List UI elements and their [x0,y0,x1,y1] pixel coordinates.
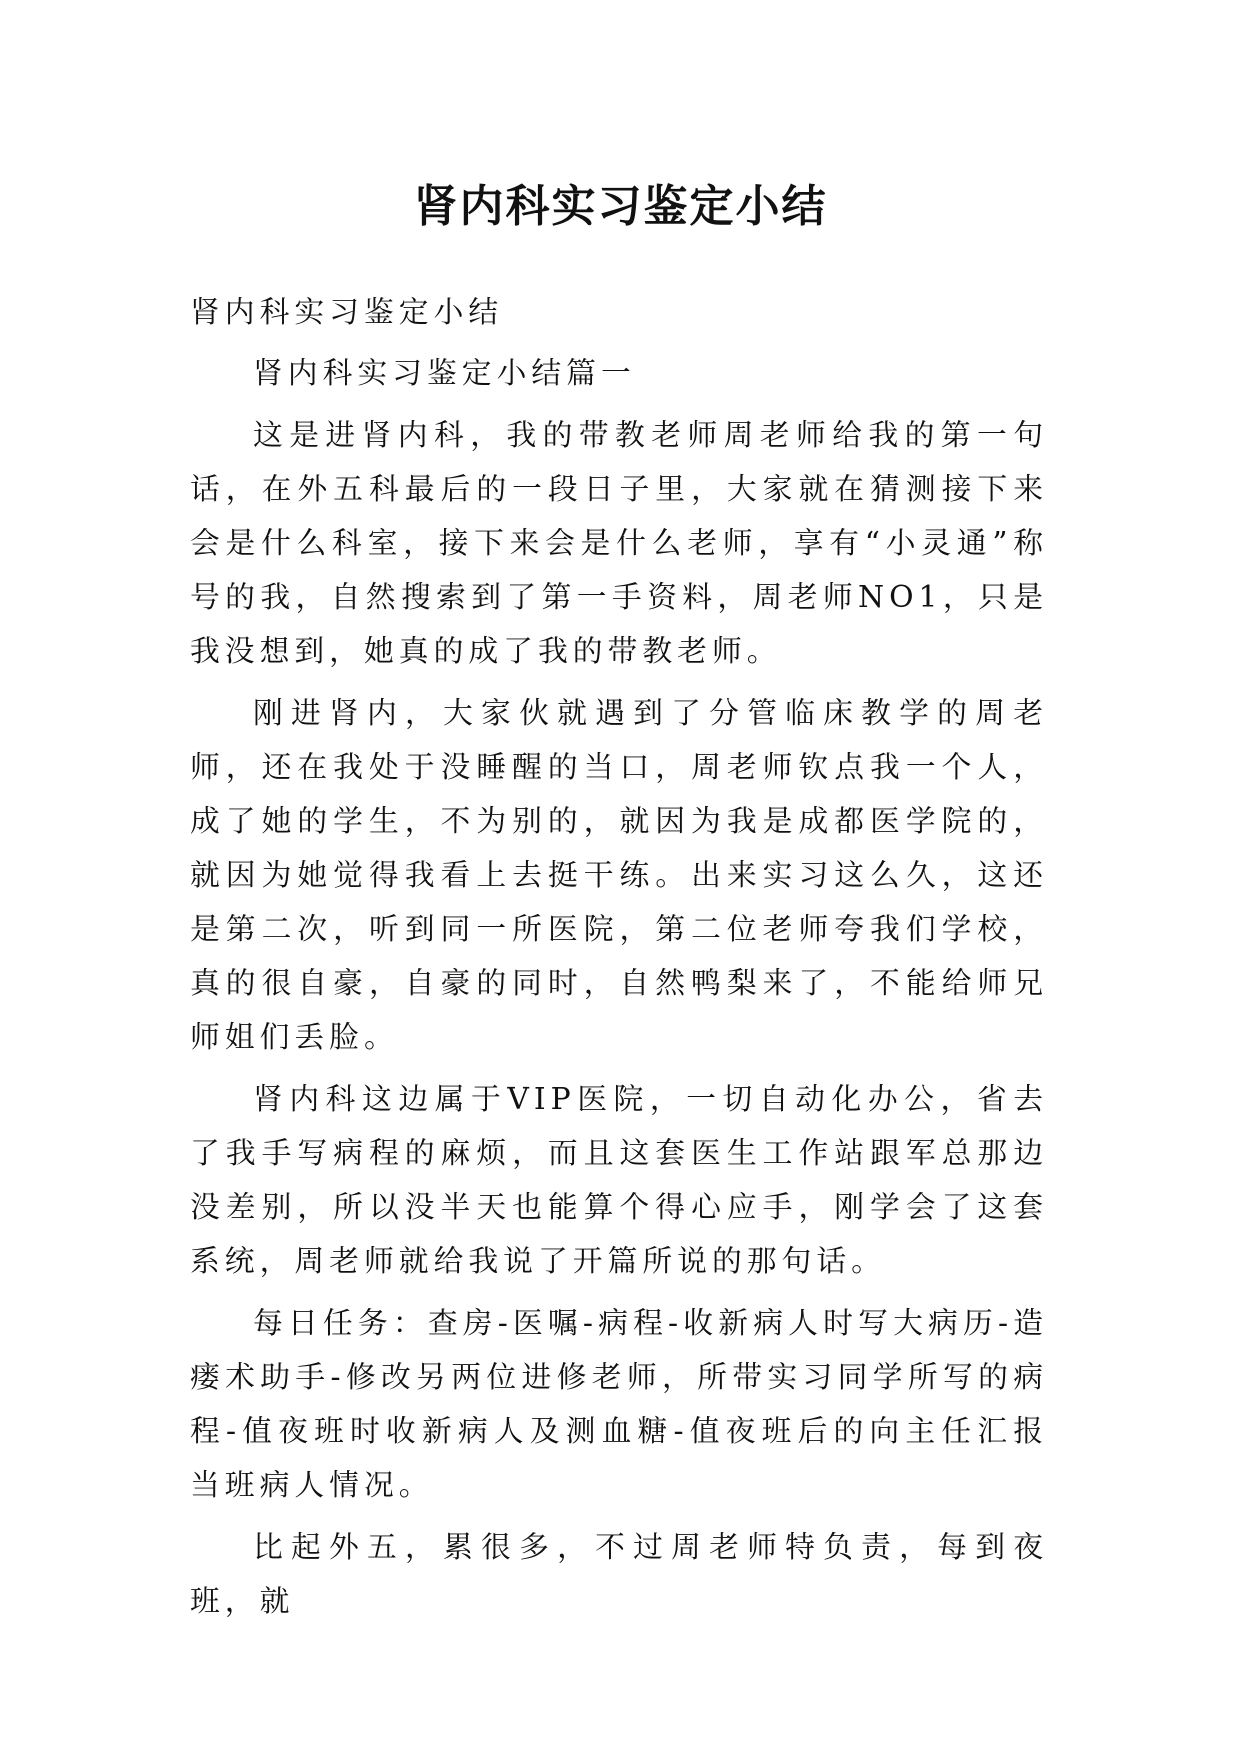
document-title: 肾内科实习鉴定小结 [413,181,828,233]
paragraph: 这是进肾内科，我的带教老师周老师给我的第一句话，在外五科最后的一段日子里，大家就在猜测接下来会是什么科室，接下来会是什么老师，享有“小灵通”称号的我，自然搜索到了第一手资料，周老师NO1，只是我没想到，她真的成了我的带教老师。 [190,418,1048,669]
paragraph: 肾内科这边属于VIP医院，一切自动化办公，省去了我手写病程的麻烦，而且这套医生工作站跟军总那边没差别，所以没半天也能算个得心应手，刚学会了这套系统，周老师就给我说了开篇所说的那句话。 [190,1082,1048,1279]
lead-line: 肾内科实习鉴定小结 [190,295,504,330]
section-subtitle: 肾内科实习鉴定小结篇一 [253,356,636,391]
paragraph: 刚进肾内，大家伙就遇到了分管临床教学的周老师，还在我处于没睡醒的当口，周老师钦点我一个人，成了她的学生，不为别的，就因为我是成都医学院的，就因为她觉得我看上去挺干练。出来实习这么久，这还是第二次，听到同一所医院，第二位老师夸我们学校，真的很自豪，自豪的同时，自然鸭梨来了，不能给师兄师姐们丢脸。 [190,696,1048,1055]
paragraph: 比起外五，累很多，不过周老师特负责，每到夜班，就 [190,1530,1048,1619]
document-body [190,286,1048,1629]
paragraph: 每日任务：查房-医嘱-病程-收新病人时写大病历-造瘘术助手-修改另两位进修老师，所带实习同学所写的病程-值夜班时收新病人及测血糖-值夜班后的向主任汇报当班病人情况。 [190,1306,1048,1503]
